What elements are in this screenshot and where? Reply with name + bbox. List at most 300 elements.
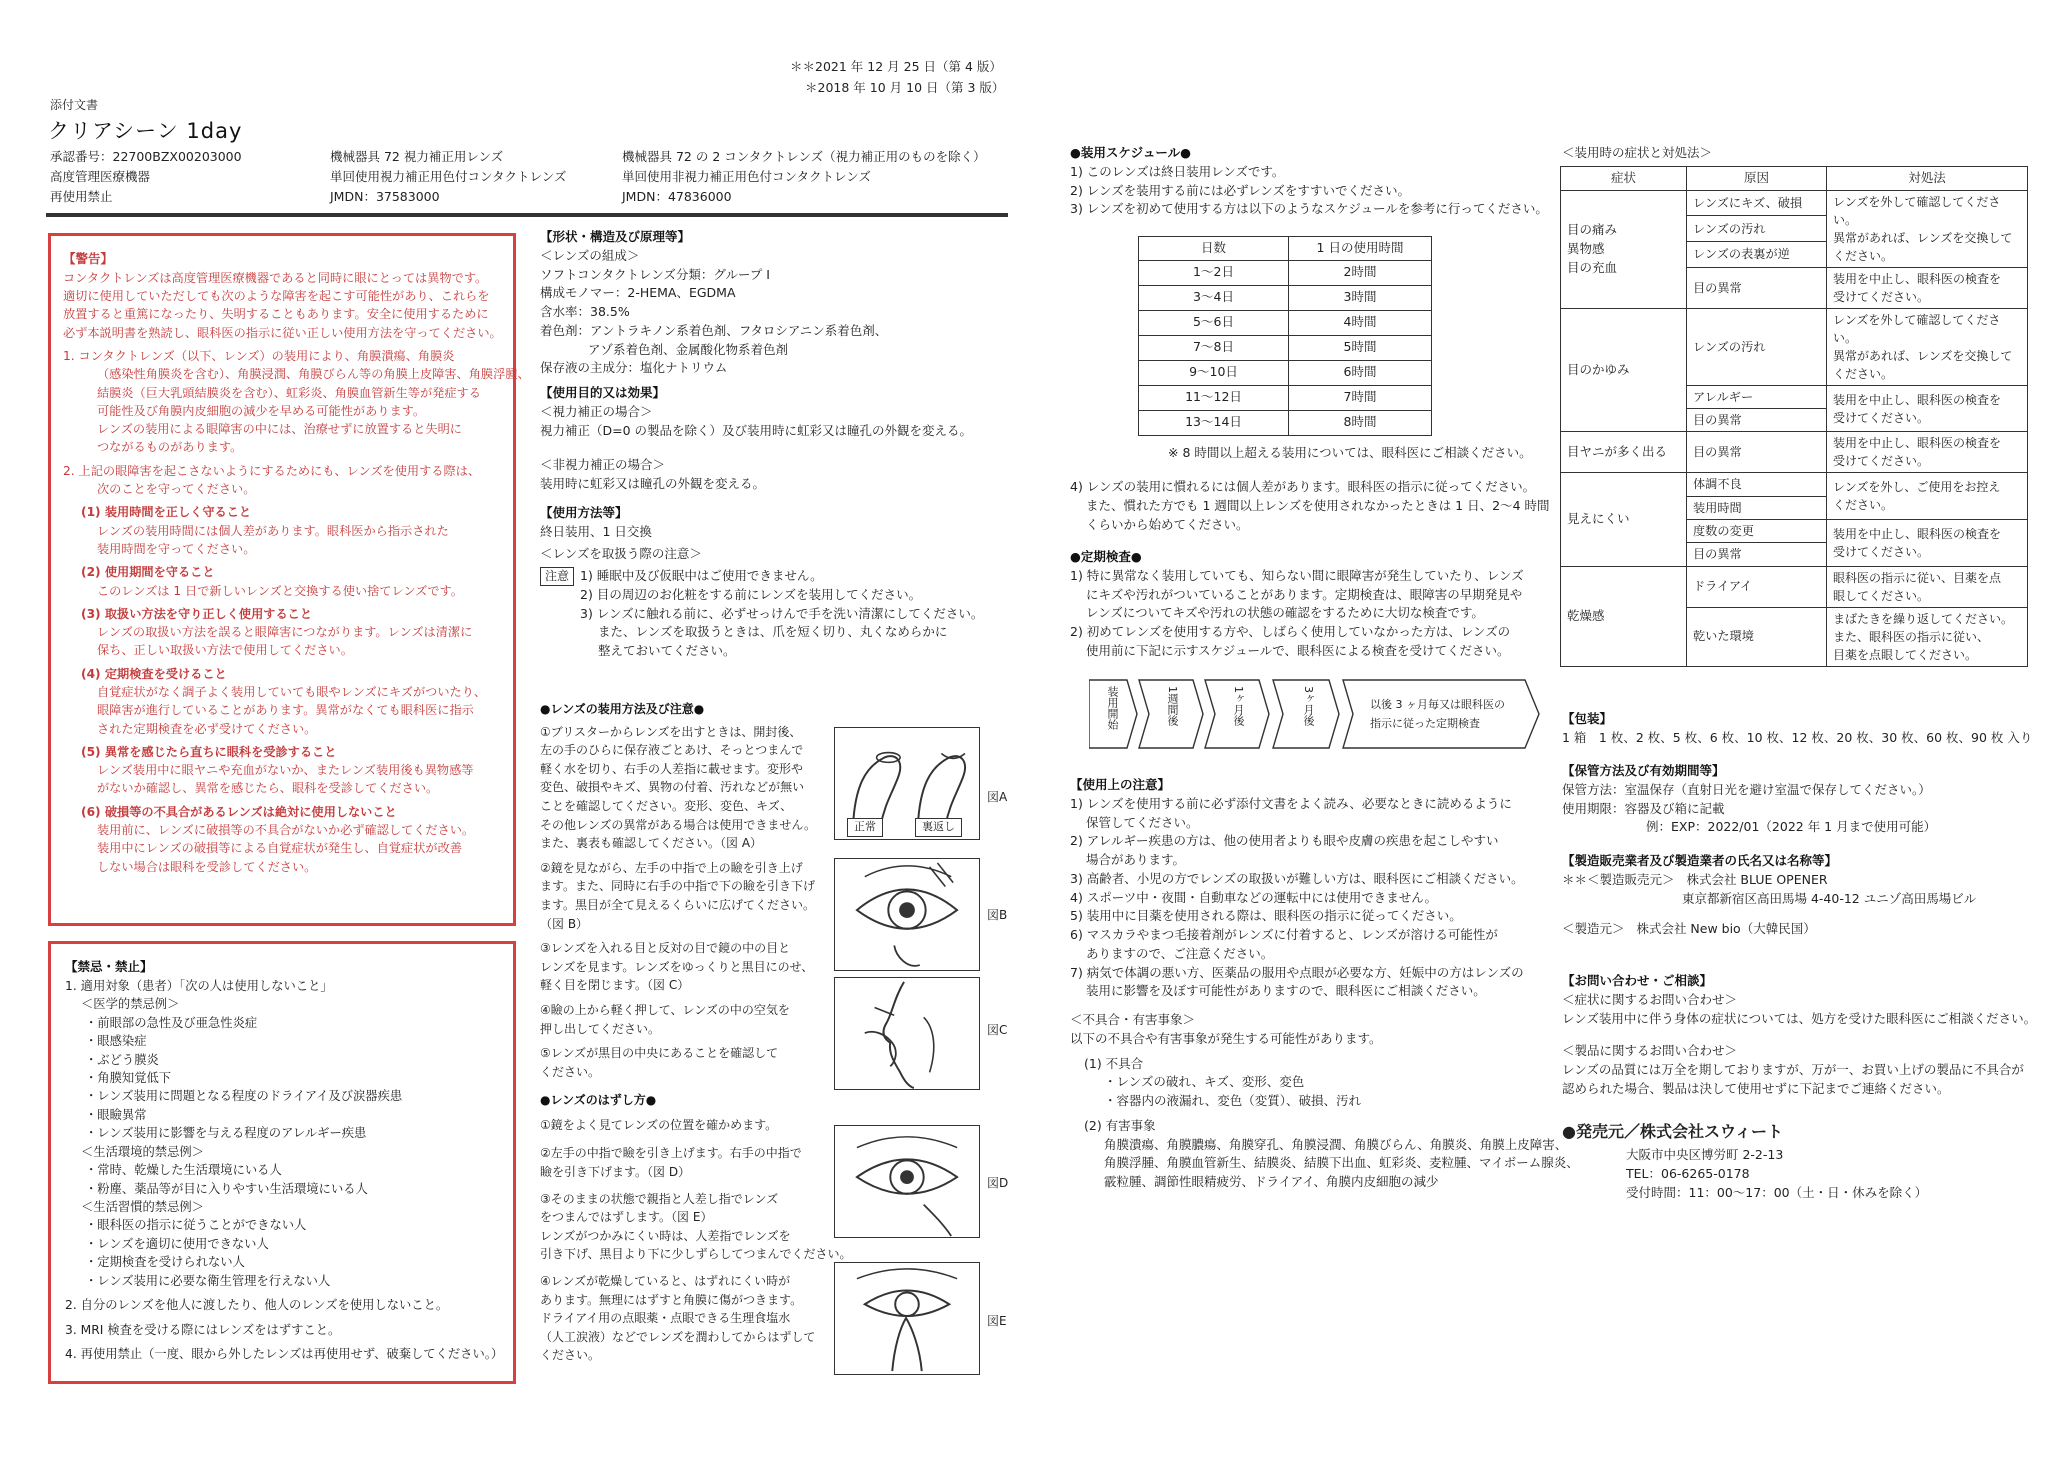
symptom-cell [1561,190,1687,308]
prohibit-title: 【禁忌・禁止】 [65,959,153,974]
wear-step-1-line: ①ブリスターからレンズを出すときは、開封後、 [540,724,802,739]
schedule-row [1139,385,1432,410]
symptom-row [1561,566,2028,607]
schedule-row [1139,260,1432,285]
remedy-cell [1827,473,2028,520]
wear-step-4-line: 押し出してください。 [540,1021,661,1036]
normal-label: 正常 [847,818,883,837]
prohibit-line: ・ぶどう膜炎 [85,1052,159,1067]
contact-line: 認められた場合、製品は決して使用せずに下記までご連絡ください。 [1562,1080,1950,1096]
packing-text: 1 箱 1 枚、2 枚、5 枚、6 枚、10 枚、12 枚、20 枚、30 枚、60 枚、90 枚 入り [1562,729,2033,745]
caution-line: 5) 装用中に目薬を使用される際は、眼科医の指示に従ってください。 [1070,908,1462,924]
schedule-days: 9～10日 [1139,360,1289,385]
warning-line: 放置すると重篤になったり、失明することもあります。安全に使用するために [63,307,489,322]
warning-line: (3) 取扱い方法を守り正しく使用すること [81,606,313,621]
warning-line: しない場合は眼科を受診してください。 [97,859,317,874]
contact-line [1562,1028,2042,1042]
remedy-cell [1827,607,2028,666]
method-title: 【使用方法等】 [540,504,628,520]
schedule-days: 1～2日 [1139,260,1289,285]
remove-step-1-line: ①鏡をよく見てレンズの位置を確かめます。 [540,1117,778,1132]
schedule-days: 7～8日 [1139,335,1289,360]
schedule-line: 3) レンズを初めて使用する方は以下のようなスケジュールを参考に行ってください。 [1070,201,1548,217]
warning-line: 結膜炎（巨大乳頭結膜炎を含む）、虹彩炎、角膜血管新生等が発症する [97,385,481,400]
caution-line: 7) 病気で体調の悪い方、医薬品の服用や点眼が必要な方、妊娠中の方はレンズの [1070,964,1524,980]
wear-step-2-line: ②鏡を見ながら、左手の中指で上の瞼を引き上げ [540,860,803,875]
remove-title: ●レンズのはずし方● [540,1093,657,1108]
warning-line: 保ち、正しい取扱い方法で使用してください。 [97,643,353,658]
warning-line: がないか確認し、異常を感じたら、眼科を受診してください。 [97,781,439,796]
contact-section [1562,972,2042,1099]
care-line-4: また、レンズを取扱うときは、爪を短く切り、丸くなめらかに [598,624,948,640]
pinch-remove-illustration [835,1263,979,1374]
warning-line: このレンズは 1 日で新しいレンズと交換する使い捨てレンズです。 [97,583,463,598]
schedule-after [1070,478,1560,534]
remove-step-2-line: ②左手の中指で瞼を引き上げます。右手の中指で [540,1146,802,1161]
wear-step-1-line: 軽く水を切り、右手の人差指に載せます。変形や [540,761,804,776]
remedy-text: 装用を中止し、眼科医の検査を [1833,271,2002,286]
figure-c-label: 図C [987,1023,1008,1037]
purpose-vision-head: ＜視力補正の場合＞ [540,403,653,419]
symptoms-header-remedy: 対処法 [1827,167,2028,191]
schedule-line: 2) レンズを装用する前には必ずレンズをすすいでください。 [1070,182,1411,198]
remove-step-4-line: あります。無理にはずすと角膜に傷がつきます。 [540,1292,803,1307]
packing-section [1562,710,2042,748]
cause-cell: ドライアイ [1687,566,1827,607]
wear-step-5-line: ⑤レンズが黒目の中央にあることを確認して [540,1046,779,1061]
remedy-text: レンズを外して確認してください。 [1833,312,2001,345]
symptom-cell [1561,566,1687,666]
marketer-label: ＊＊＜製造販売元＞ [1562,871,1675,887]
remedy-text: 装用を中止し、眼科医の検査を [1833,392,2002,407]
symptoms-header-cause: 原因 [1687,167,1827,191]
warning-line: つながるものがあります。 [97,440,243,455]
remedy-cell [1827,519,2028,566]
spec-line: アゾ系着色剤、金属酸化物系着色剤 [588,341,789,357]
schedule-row [1139,310,1432,335]
symptom-text: 乾燥感 [1567,607,1605,623]
symptom-cell [1561,308,1687,432]
prohibit-line: 4. 再使用禁止（一度、眼から外したレンズは再使用せず、破棄してください。） [65,1347,504,1362]
caution-line: 2) アレルギー疾患の方は、他の使用者よりも眼や皮膚の疾患を起こしやすい [1070,833,1499,849]
contact-line: ＜製品に関するお問い合わせ＞ [1562,1043,1738,1059]
checkup-line: 使用前に下記に示すスケジュールで、眼科医による検査を受けてください。 [1086,642,1510,658]
cause-cell: 目の異常 [1687,267,1827,308]
figure-b [834,858,980,971]
purpose-nonvision: 装用時に虹彩又は瞳孔の外観を変える。 [540,476,766,491]
care-title: ＜レンズを取扱う際の注意＞ [540,546,702,562]
caution-title: 【使用上の注意】 [1070,777,1171,792]
warning-line: (4) 定期検査を受けること [81,666,227,681]
adverse-2-line3: 霰粒腫、調節性眼精疲労、ドライアイ、角膜内皮細胞の減少 [1104,1174,1439,1189]
remedy-text: 受けてください。 [1833,289,1930,304]
warning-line: レンズの取扱い方法を誤ると眼障害につながります。レンズは清潔に [97,625,473,640]
storage-title: 【保管方法及び有効期間等】 [1562,763,1725,778]
symptom-text: 目の充血 [1567,259,1618,275]
symptom-text: 目ヤニが多く出る [1567,443,1668,459]
spec-title: 【形状・構造及び原理等】 [540,229,691,244]
warning-box [48,233,530,926]
prohibit-line: ・常時、乾燥した生活環境にいる人 [85,1163,282,1178]
category-nonvision: 機械器具 72 の 2 コンタクトレンズ（視力補正用のものを除く） [622,149,986,164]
spec-line: ソフトコンタクトレンズ分類：グループ I [540,266,770,282]
symptom-cell [1561,473,1687,566]
reuse-prohibited: 再使用禁止 [50,189,113,204]
remove-step-3-line: をつまんではずします。（図 E） [540,1210,713,1225]
warning-line: 可能性及び角膜内皮細胞の減少を早める可能性があります。 [97,403,426,418]
schedule-hours: 3時間 [1289,285,1432,310]
adverse-1-title: (1) 不具合 [1084,1055,1144,1071]
schedule-after-line: 4) レンズの装用に慣れるには個人差があります。眼科医の指示に従ってください。 [1070,479,1536,494]
remedy-text: レンズを外し、ご使用をお控え [1833,480,2001,495]
symptom-text: 目のかゆみ [1567,361,1630,377]
cause-cell: レンズの表裏が逆 [1687,242,1827,268]
schedule-header-hours: 1 日の使用時間 [1289,237,1432,261]
cause-cell: レンズにキズ、破損 [1687,190,1827,216]
symptom-row [1561,432,2028,473]
wear-step-1-line: その他レンズの異常がある場合は使用できません。 [540,817,817,832]
spec-line: 保存液の主成分：塩化ナトリウム [540,360,728,376]
remedy-text: 受けてください。 [1833,544,1930,559]
caution-line: 場合があります。 [1086,852,1186,867]
profile-insert-illustration [835,978,979,1089]
wear-step-2-line: ます。黒目が全て見えるくらいに広げてください。 [540,897,816,912]
remedy-cell [1827,432,2028,473]
symptoms-title: ＜装用時の症状と対処法＞ [1562,145,1713,160]
checkup-line: 1) 特に異常なく装用していても、知らない間に眼障害が発生していたり、レンズ [1070,567,1524,583]
manufacturer-name: 株式会社 New bio（大韓民国） [1636,921,1816,937]
flow-step-3month: 3ヶ月後 [1302,686,1315,726]
warning-line: 自覚症状がなく調子よく装用していても眼やレンズにキズがついたり、 [97,684,487,699]
figure-b-label: 図B [987,908,1008,922]
wear-step-3-line: ③レンズを入れる目と反対の目で鏡の中の目と [540,941,791,956]
category-nonvision-sub: 単回使用非視力補正用色付コンタクトレンズ [622,169,871,184]
care-line-3: 3) レンズに触れる前に、必ずせっけんで手を洗い清潔にしてください。 [580,605,984,621]
schedule-title: ●装用スケジュール● [1070,145,1192,160]
remedy-cell [1827,308,2028,385]
contact-line: レンズ装用中に伴う身体の症状については、処方を受けた眼科医にご相談ください。 [1562,1010,2037,1026]
checkup-line: 2) 初めてレンズを使用する方や、しばらく使用していなかった方は、レンズの [1070,624,1511,639]
remedy-text: 異常があれば、レンズを交換して [1833,348,2013,363]
wear-step-4-line: ④瞼の上から軽く押して、レンズの中の空気を [540,1002,790,1017]
prohibit-line: ＜生活環境的禁忌例＞ [81,1144,204,1159]
cause-cell: レンズの汚れ [1687,308,1827,385]
seller-address: 大阪市中央区博労町 2-2-13 [1626,1147,1784,1162]
caution-section [1070,776,1579,1192]
schedule-hours: 5時間 [1289,335,1432,360]
doc-type: 添付文書 [50,98,99,112]
schedule-days: 5～6日 [1139,310,1289,335]
storage-method: 保管方法：室温保存（直射日光を避け室温で保存してください。） [1562,781,1931,797]
spec-line: 着色剤：アントラキノン系着色剤、フタロシアニン系着色剤、 [540,322,888,338]
warning-line: (5) 異常を感じたら直ちに眼科を受診すること [81,744,337,759]
packing-title: 【包装】 [1562,711,1613,726]
wear-title: ●レンズの装用方法及び注意● [540,702,705,716]
warning-line: 2. 上記の眼障害を起こさないようにするためにも、レンズを使用する際は、 [63,463,481,478]
flow-step-periodic [1370,696,1536,733]
seller-hours: 受付時間：11：00～17：00（土・日・休みを除く） [1626,1184,1928,1200]
schedule-row [1139,285,1432,310]
remedy-text: まばたきを繰り返してください。 [1833,611,2014,626]
cause-cell: 目の異常 [1687,543,1827,566]
spec-line: ＜レンズの組成＞ [540,247,640,263]
caution-line: 6) マスカラやまつ毛接着剤がレンズに付着すると、レンズが溶ける可能性が [1070,927,1498,942]
eye-remove-illustration [835,1126,979,1237]
checkup-title: ●定期検査● [1070,549,1142,564]
contact-title: 【お問い合わせ・ご相談】 [1562,973,1713,988]
remedy-text: 装用を中止し、眼科医の検査を [1833,436,2002,451]
remedy-text: また、眼科医の指示に従い、 [1833,629,1990,644]
wear-step-2-line: （図 B） [540,916,589,931]
warning-line: 眼障害が進行していることがあります。異常がなくても眼科医に指示 [97,703,474,718]
figure-e-label: 図E [987,1314,1007,1328]
prohibit-text [65,977,504,1364]
remedy-text: 受けてください。 [1833,454,1930,469]
figure-e [834,1262,980,1375]
seller-tel: TEL：06-6265-0178 [1626,1165,1750,1181]
cause-cell: 目の異常 [1687,409,1827,432]
remedy-text: ください。 [1833,248,1894,263]
version-4: ＊＊2021 年 12 月 25 日（第 4 版） [790,59,1002,74]
symptoms-header-symptom: 症状 [1561,167,1687,191]
seller-section [1562,1120,2042,1202]
caution-line: ありますので、ご注意ください。 [1086,945,1274,961]
warning-line: (1) 装用時間を正しく守ること [81,505,252,520]
schedule-after-line: また、慣れた方でも 1 週間以上レンズを使用されなかったときは 1 日、2～4 時間 [1086,497,1550,513]
spec-line: 含水率：38.5% [540,304,630,319]
adverse-2-title: (2) 有害事象 [1084,1117,1156,1133]
warning-line: レンズの装用時間には個人差があります。眼科医から指示された [97,523,449,538]
adverse-1-line1: ・レンズの破れ、キズ、変形、変色 [1104,1074,1305,1090]
device-class: 高度管理医療機器 [50,169,151,184]
care-line-1: 1) 睡眠中及び仮眠中はご使用できません。 [580,568,823,583]
wear-step-5-line: ください。 [540,1064,601,1079]
caution-tag: 注意 [540,567,574,586]
prohibit-line: ・眼科医の指示に従うことができない人 [85,1218,307,1233]
figure-a-label: 図A [987,790,1008,804]
prohibit-line: ・眼瞼異常 [85,1107,147,1122]
schedule-hours: 8時間 [1289,410,1432,435]
remedy-text: ください。 [1833,498,1894,513]
spec-section [540,228,1010,661]
storage-example: 例：EXP：2022/01（2022 年 1 月まで使用可能） [1646,819,1937,835]
remedy-cell [1827,566,2028,607]
warning-title: 【警告】 [63,251,114,266]
cause-cell: 装用時間 [1687,496,1827,519]
schedule-hours: 6時間 [1289,360,1432,385]
remove-step-3-line: レンズがつかみにくい時は、人差指でレンズを [540,1228,791,1243]
prohibit-line: ・定期検査を受けられない人 [85,1255,245,1270]
flow-periodic-line1: 以後 3 ヶ月毎又は眼科医の [1370,698,1505,711]
seller-name: ●発売元／株式会社スウィート [1562,1122,1784,1141]
symptom-text: 見えにくい [1567,511,1630,527]
schedule-hours: 4時間 [1289,310,1432,335]
remedy-cell [1827,190,2028,267]
flow-periodic-line2: 指示に従った定期検査 [1370,716,1480,730]
prohibit-line: ・眼感染症 [85,1034,147,1049]
schedule-hours: 7時間 [1289,385,1432,410]
caution-line: 4) スポーツ中・夜間・自動車などの運転中には使用できません。 [1070,889,1438,905]
warning-line: 次のことを守ってください。 [97,482,256,497]
remove-step-4-line: ドライアイ用の点眼薬・点眼できる生理食塩水 [540,1311,791,1326]
cause-cell: レンズの汚れ [1687,216,1827,242]
wear-step-1-line: 左の手のひらに保存液ごとあけ、そっとつまんで [540,743,804,758]
care-line-2: 2) 目の周辺のお化粧をする前にレンズを装用してください。 [580,586,922,602]
figure-c [834,977,980,1090]
schedule-table [1138,236,1432,436]
warning-line: 装用中にレンズの破損等による自覚症状が発生し、自覚症状が改善 [97,841,462,856]
schedule-after-line: くらいから始めてください。 [1086,516,1249,532]
warning-line: （感染性角膜炎を含む）、角膜浸潤、角膜びらん等の角膜上皮障害、角膜浮腫、 [97,367,530,382]
warning-line: (6) 破損等の不具合があるレンズは絶対に使用しないこと [81,804,397,819]
method-text: 終日装用、1 日交換 [540,523,652,539]
schedule-days: 11～12日 [1139,385,1289,410]
flow-step-start: 装用開始 [1106,686,1119,730]
figure-a [834,727,980,840]
adverse-intro: 以下の不具合や有害事象が発生する可能性があります。 [1070,1030,1382,1046]
caution-line: 保管してください。 [1086,814,1199,830]
purpose-nonvision-head: ＜非視力補正の場合＞ [540,457,666,473]
category-vision-sub: 単回使用視力補正用色付コンタクトレンズ [330,169,567,184]
prohibit-line: ・角膜知覚低下 [85,1070,172,1085]
storage-expiry: 使用期限：容器及び箱に記載 [1562,800,1725,816]
care-line-5: 整えておいてください。 [598,643,736,658]
prohibit-line: ・粉塵、薬品等が目に入りやすい生活環境にいる人 [85,1181,368,1196]
warning-line: 装用前に、レンズに破損等の不具合がないか必ず確認してください。 [97,823,475,838]
schedule-row [1139,335,1432,360]
purpose-vision: 視力補正（D=0 の製品を除く）及び装用時に虹彩又は瞳孔の外観を変える。 [540,422,973,438]
symptom-text: 目の痛み [1567,222,1618,238]
warning-line: 適切に使用していただしても次のような障害を起こす可能性があり、これらを [63,289,490,304]
caution-line: 3) 高齢者、小児の方でレンズの取扱いが難しい方は、眼科医にご相談ください。 [1070,870,1524,886]
prohibit-line: ・レンズ装用に問題となる程度のドライアイ及び涙器疾患 [85,1089,403,1104]
marketer-address: 東京都新宿区高田馬場 4-40-12 ユニゾ高田馬場ビル [1682,890,1977,906]
wear-section [540,700,852,1365]
adverse-1-line2: ・容器内の液漏れ、変色（変質）、破損、汚れ [1104,1093,1362,1108]
warning-line: レンズ装用中に眼ヤニや充血がないか、またレンズ装用後も異物感等 [97,763,474,778]
remove-step-2-line: 瞼を引き下げます。（図 D） [540,1165,691,1180]
storage-section [1562,762,2042,837]
prohibit-line: 2. 自分のレンズを他人に渡したり、他人のレンズを使用しないこと。 [65,1298,449,1313]
remove-step-4-line: ください。 [540,1348,601,1363]
remedy-cell [1827,267,2028,308]
schedule-line: 1) このレンズは終日装用レンズです。 [1070,163,1285,179]
remedy-text: レンズを外して確認してください。 [1833,194,2001,227]
remedy-text: 受けてください。 [1833,410,1930,425]
prohibit-line: ・レンズを適切に使用できない人 [85,1236,269,1251]
warning-line: された定期検査を必ず受けてください。 [97,721,317,736]
remedy-text: ください。 [1833,366,1894,381]
purpose-title: 【使用目的又は効果】 [540,385,666,400]
symptom-row [1561,190,2028,216]
warning-line: コンタクトレンズは高度管理医療機器であると同時に眼にとっては異物です。 [63,270,488,285]
prohibit-box [48,941,516,1384]
warning-line: レンズの装用による眼障害の中には、治療せずに放置すると失明に [97,422,462,437]
maker-section [1562,852,2042,939]
adverse-title: ＜不具合・有害事象＞ [1070,1012,1196,1027]
wear-step-1-line: また、裏表も確認してください。（図 A） [540,836,763,851]
symptom-row [1561,308,2028,385]
checkup-line: レンズについてキズや汚れの状態の確認をするために大切な検査です。 [1086,605,1484,621]
remedy-text: 目薬を点眼してください。 [1833,647,1978,662]
flow-step-1week: 1週間後 [1166,686,1179,726]
figure-d [834,1125,980,1238]
prohibit-line: 1. 適用対象（患者）「次の人は使用しないこと」 [65,978,333,993]
schedule-days: 13～14日 [1139,410,1289,435]
remove-step-3-line: 引き下げ、黒目より下に少しずらしてつまんでください。 [540,1247,852,1262]
product-name: クリアシーン 1day [48,119,243,143]
remove-step-3-line: ③そのままの状態で親指と人差し指でレンズ [540,1191,779,1206]
schedule-row [1139,360,1432,385]
cause-cell: アレルギー [1687,385,1827,408]
eye-open-illustration [835,859,979,970]
cause-cell: 乾いた環境 [1687,607,1827,666]
jmdn-vision: JMDN：37583000 [330,189,440,204]
wear-step-1-line: 変色、破損やキズ、異物の付着、汚れなどが無い [540,780,805,795]
remove-step-4-line: ④レンズが乾燥していると、はずれにくい時が [540,1274,791,1289]
reverse-label: 裏返し [915,818,962,837]
remedy-text: 装用を中止し、眼科医の検査を [1833,526,2002,541]
spec-line: 構成モノマー：2-HEMA、EGDMA [540,285,736,301]
warning-line: 必ず本説明書を熟読し、眼科医の指示に従い正しい使用方法を守ってください。 [63,325,502,340]
adverse-2-line2: 角膜浮腫、角膜血管新生、結膜炎、結膜下出血、虹彩炎、麦粒腫、マイボーム腺炎、 [1104,1155,1579,1171]
symptoms-table [1560,166,2028,667]
wear-step-3-line: 軽く目を閉じます。（図 C） [540,978,690,993]
approval-number: 承認番号：22700BZX00203000 [50,149,242,164]
header-rule [46,213,1008,217]
version-3: ＊2018 年 10 月 10 日（第 3 版） [805,80,1005,95]
wear-step-1-line: ことを確認してください。変形、変色、キズ、 [540,798,793,813]
cause-cell: 度数の変更 [1687,519,1827,542]
caution-line: 1) レンズを使用する前に必ず添付文書をよく読み、必要なときに読めるように [1070,795,1512,811]
schedule-section [1070,144,1550,219]
contact-line: ＜症状に関するお問い合わせ＞ [1562,991,1738,1007]
remedy-cell [1827,385,2028,432]
remedy-text: 眼科医の指示に従い、目薬を点 [1833,570,2002,585]
schedule-row [1139,410,1432,435]
prohibit-line: 3. MRI 検査を受ける際にはレンズをはずすこと。 [65,1322,341,1337]
wear-step-2-line: ます。また、同時に右手の中指で下の瞼を引き下げ [540,879,816,894]
figure-d-label: 図D [987,1176,1009,1190]
symptom-text: 異物感 [1567,240,1605,256]
jmdn-nonvision: JMDN：47836000 [622,189,732,204]
prohibit-line: ・レンズ装用に影響を与える程度のアレルギー疾患 [85,1126,367,1141]
cause-cell: 目の異常 [1687,432,1827,473]
prohibit-line: ・前眼部の急性及び亜急性炎症 [85,1015,258,1030]
flow-step-1month: 1ヶ月後 [1232,686,1245,726]
warning-line: 1. コンタクトレンズ（以下、レンズ）の装用により、角膜潰瘍、角膜炎 [63,348,455,363]
prohibit-line: ・レンズ装用に必要な衛生管理を行えない人 [85,1273,331,1288]
prohibit-line: ＜医学的禁忌例＞ [81,997,180,1012]
symptom-cell [1561,432,1687,473]
remedy-text: 異常があれば、レンズを交換して [1833,230,2013,245]
remove-step-4-line: （人工涙液）などでレンズを潤わしてからはずして [540,1329,816,1344]
remedy-text: 眼してください。 [1833,588,1930,603]
category-vision: 機械器具 72 視力補正用レンズ [330,149,504,164]
marketer-name: 株式会社 BLUE OPENER [1686,871,1828,887]
contact-line: レンズの品質には万全を期しておりますが、万が一、お買い上げの製品に不具合が [1562,1062,2024,1077]
cause-cell: 体調不良 [1687,473,1827,496]
schedule-days: 3～4日 [1139,285,1289,310]
maker-title: 【製造販売業者及び製造業者の氏名又は名称等】 [1562,853,1838,868]
manufacturer-label: ＜製造元＞ [1562,921,1625,937]
checkup-line: にキズや汚れがついていることがあります。定期検査は、眼障害の早期発見や [1086,586,1523,602]
symptom-row [1561,473,2028,496]
schedule-header-days: 日数 [1139,237,1289,261]
wear-step-3-line: レンズを見ます。レンズをゆっくりと黒目にのせ、 [540,959,814,974]
schedule-note: ※ 8 時間以上超える装用については、眼科医にご相談ください。 [1168,445,1532,460]
adverse-2-line1: 角膜潰瘍、角膜膿瘍、角膜穿孔、角膜浸潤、角膜びらん、角膜炎、角膜上皮障害、 [1104,1136,1568,1152]
